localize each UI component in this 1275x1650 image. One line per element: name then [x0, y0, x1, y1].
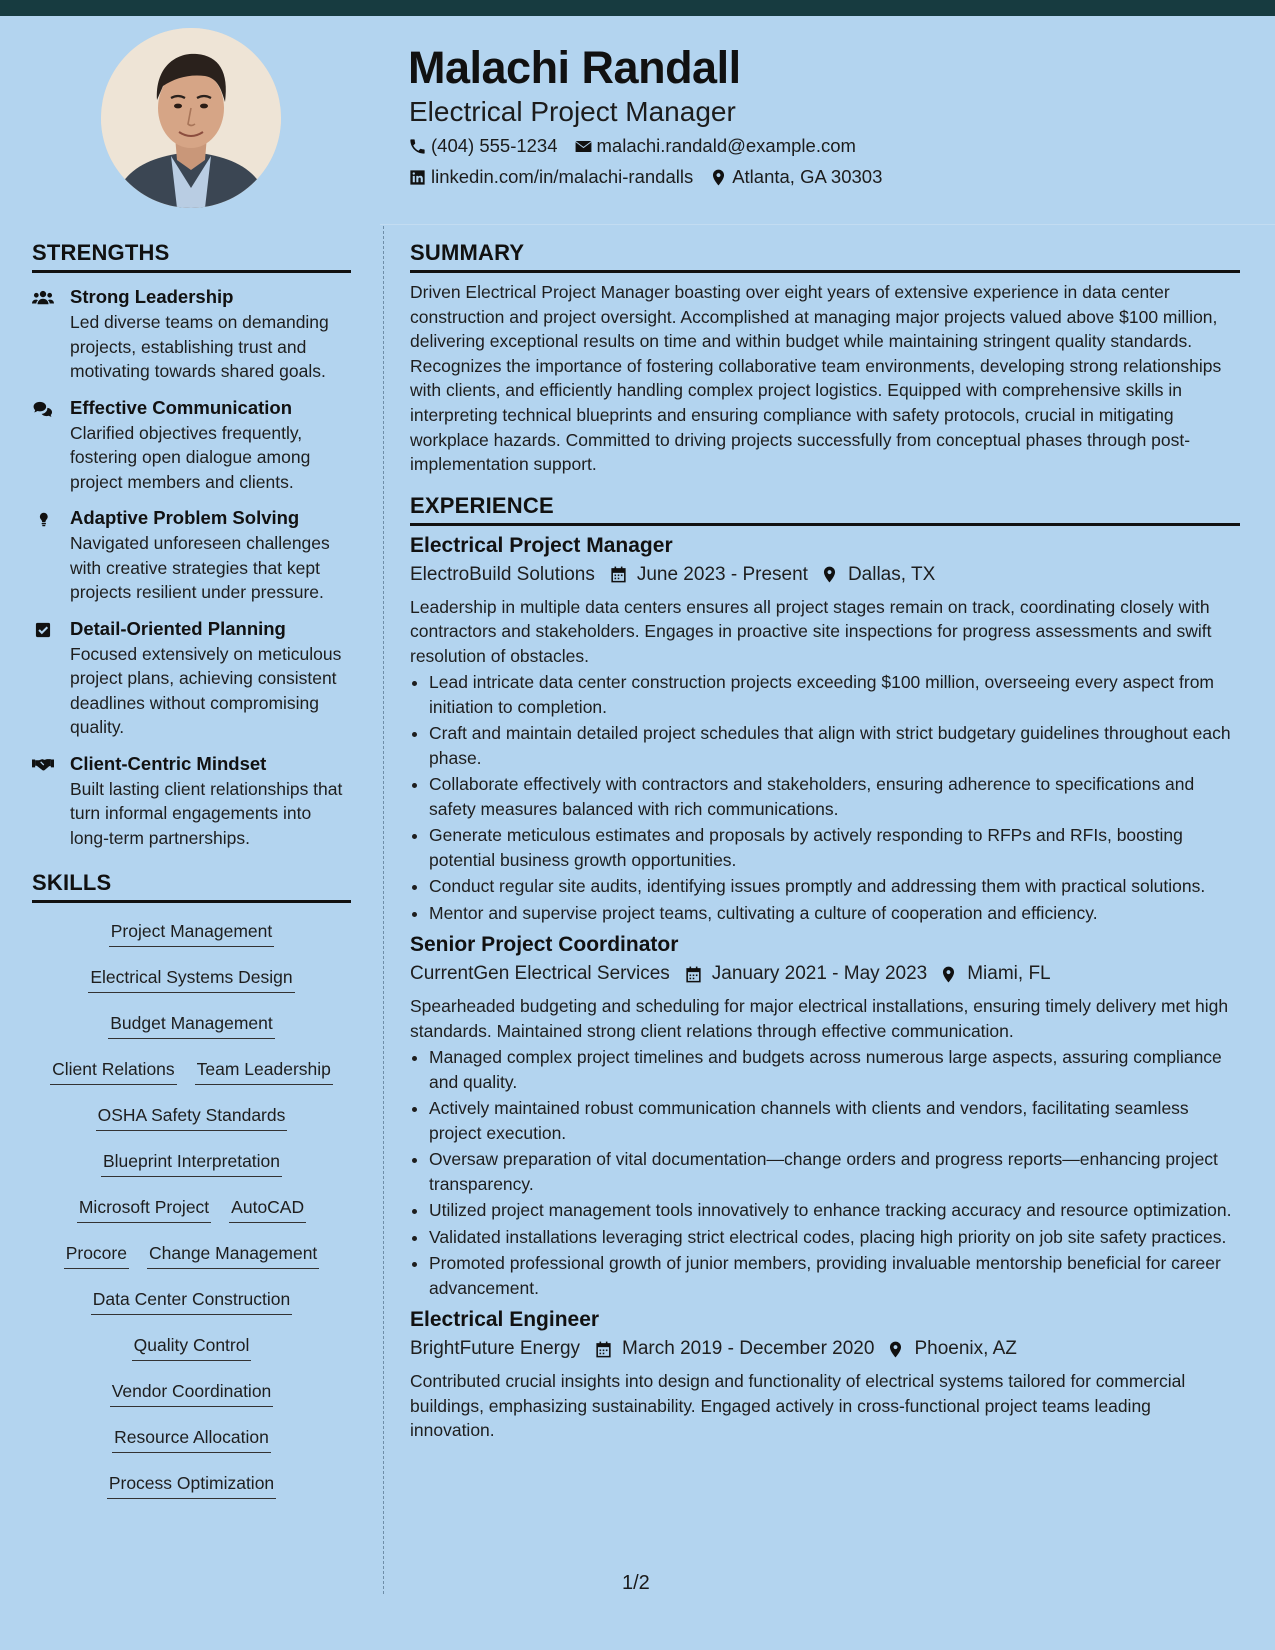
- job-company: CurrentGen Electrical Services: [410, 963, 670, 985]
- strength-title: Detail-Oriented Planning: [70, 617, 286, 639]
- job-description: Leadership in multiple data centers ensures all project stages remain on track, coordinating closely with contractors and stakeholders. Engages in proactive site inspections for progress assessments and swift resolution of obstacles.: [410, 596, 1212, 666]
- contact-row-1: [408, 135, 872, 157]
- map-pin-icon: [939, 965, 958, 984]
- job-title: Senior Project Coordinator: [410, 933, 679, 957]
- skill-tag: Microsoft Project: [77, 1197, 211, 1223]
- strength-item: [32, 286, 351, 384]
- bullet-item: • Conduct regular site audits, identifying issues promptly and addressing them with practical solutions.: [429, 874, 1240, 899]
- skill-tag: Team Leadership: [195, 1059, 333, 1085]
- handshake-icon: [32, 756, 54, 774]
- bullet-item: • Craft and maintain detailed project schedules that align with strict budgetary guidelines throughout each phase.: [429, 721, 1240, 770]
- map-pin-icon: [709, 168, 728, 187]
- skill-tag: Resource Allocation: [112, 1427, 271, 1453]
- bullet-item: • Utilized project management tools innovatively to enhance tracking accuracy and resource optimization.: [429, 1198, 1240, 1223]
- calendar-icon: [609, 565, 628, 584]
- bullet-item: • Generate meticulous estimates and proposals by actively responding to RFPs and RFIs, boosting potential business growth opportunities.: [429, 823, 1240, 872]
- strength-item: [32, 618, 351, 740]
- strength-desc: Led diverse teams on demanding projects, establishing trust and motivating towards shared goals.: [70, 312, 329, 381]
- strength-item: [32, 507, 351, 605]
- comments-icon: [32, 400, 54, 418]
- right-column: [410, 240, 1240, 1443]
- contact-row-2: [408, 166, 898, 188]
- job-bullets: [410, 670, 1240, 925]
- skill-tag: Procore: [64, 1243, 129, 1269]
- strength-desc: Clarified objectives frequently, fostering open dialogue among project members and clients.: [70, 422, 311, 492]
- bullet-item: • Oversaw preparation of vital documentation—change orders and progress reports—enhancing project transparency.: [429, 1147, 1240, 1196]
- job-title: Electrical Project Manager: [410, 533, 673, 557]
- phone-icon: [408, 137, 427, 156]
- profile-photo: [101, 28, 281, 208]
- skill-tag: AutoCAD: [229, 1197, 306, 1223]
- strength-title: Effective Communication: [70, 396, 293, 418]
- map-pin-icon: [886, 1340, 905, 1359]
- users-icon: [32, 289, 54, 307]
- calendar-icon: [594, 1340, 613, 1359]
- strength-desc: Built lasting client relationships that turn informal engagements into long-term partnerships.: [70, 778, 343, 848]
- strength-desc: Focused extensively on meticulous project plans, achieving consistent deadlines without compromising quality.: [70, 643, 342, 737]
- linkedin-item[interactable]: [408, 166, 693, 188]
- experience-heading: EXPERIENCE: [410, 493, 1240, 526]
- bullet-item: • Managed complex project timelines and budgets across numerous large aspects, assuring compliance and quality.: [429, 1045, 1240, 1094]
- email-item[interactable]: [574, 135, 856, 157]
- lightbulb-icon: [32, 510, 54, 528]
- check-square-icon: [32, 621, 54, 639]
- job-dates: January 2021 - May 2023: [711, 963, 928, 985]
- bullet-item: • Lead intricate data center construction projects exceeding $100 million, overseeing every aspect from initiation to completion.: [429, 670, 1240, 719]
- job-company: BrightFuture Energy: [410, 1338, 581, 1360]
- summary-heading: SUMMARY: [410, 240, 1240, 273]
- job-location: Dallas, TX: [847, 563, 936, 585]
- skill-tag: Budget Management: [108, 1013, 274, 1039]
- job-location: Phoenix, AZ: [914, 1338, 1017, 1360]
- strengths-list: [32, 286, 351, 850]
- bullet-item: • Actively maintained robust communication channels with clients and vendors, facilitating seamless project execution.: [429, 1096, 1240, 1145]
- skill-tag: Project Management: [109, 921, 274, 947]
- job-dates: June 2023 - Present: [636, 563, 808, 585]
- envelope-icon: [574, 137, 593, 156]
- location-text: Atlanta, GA 30303: [732, 166, 883, 187]
- bullet-item: • Validated installations leveraging strict electrical codes, placing high priority on job site safety practices.: [429, 1225, 1240, 1250]
- strength-desc: Navigated unforeseen challenges with creative strategies that kept projects resilient under pressure.: [70, 533, 330, 602]
- map-pin-icon: [820, 565, 839, 584]
- page-number: 1/2: [622, 1572, 650, 1594]
- skills-list: [32, 911, 351, 1509]
- job-meta: [410, 1338, 1240, 1360]
- skills-section: [32, 870, 351, 1509]
- skill-tag: Blueprint Interpretation: [101, 1151, 282, 1177]
- job-company: ElectroBuild Solutions: [410, 563, 595, 585]
- skill-tag: Vendor Coordination: [110, 1381, 274, 1407]
- job-entry: [410, 534, 1240, 926]
- skill-tag: Electrical Systems Design: [88, 967, 294, 993]
- job-entry: [410, 933, 1240, 1300]
- linkedin-text[interactable]: linkedin.com/in/malachi-randalls: [431, 166, 694, 187]
- calendar-icon: [684, 965, 703, 984]
- top-bar: [0, 0, 1275, 16]
- skill-tag: Process Optimization: [107, 1473, 276, 1499]
- skills-heading: SKILLS: [32, 870, 351, 903]
- strength-title: Adaptive Problem Solving: [70, 507, 300, 528]
- bullet-item: • Promoted professional growth of junior members, providing invaluable mentorship beneficial for career advancement.: [429, 1251, 1240, 1300]
- strengths-heading: STRENGTHS: [32, 240, 351, 273]
- candidate-name: Malachi Randall: [408, 42, 741, 93]
- linkedin-icon: [408, 168, 427, 187]
- skill-tag: Client Relations: [50, 1059, 177, 1085]
- summary-text: Driven Electrical Project Manager boasting over eight years of extensive experience in data center construction and project oversight. Accomplished at managing major projects valued above $100 million, delivering exceptional results on time and within budget while maintaining stringent quality standards. Recognizes the importance of fostering collaborative team environments, developing strong relationships with clients, and efficiently handling complex project logistics. Equipped with comprehensive skills in interpreting technical blueprints and ensuring compliance with safety protocols, crucial in mitigating workplace hazards. Committed to driving projects successfully from conceptual phases through post-implementation support.: [410, 282, 1222, 475]
- job-title: Electrical Engineer: [410, 1308, 600, 1332]
- skill-tag: OSHA Safety Standards: [96, 1105, 288, 1131]
- job-description: Spearheaded budgeting and scheduling for major electrical installations, ensuring timely delivery met high standards. Maintained strong client relations through effective communication.: [410, 996, 1229, 1041]
- job-bullets: [410, 1045, 1240, 1300]
- skill-tag: Quality Control: [132, 1335, 252, 1361]
- strength-title: Strong Leadership: [70, 286, 234, 307]
- left-column: [32, 240, 351, 1509]
- strength-item: [32, 753, 351, 851]
- candidate-title: Electrical Project Manager: [409, 96, 736, 127]
- location-item: [709, 166, 882, 188]
- phone-text: (404) 555-1234: [431, 135, 558, 156]
- column-divider: [383, 226, 384, 1594]
- skill-tag: Change Management: [147, 1243, 319, 1269]
- job-description: Contributed crucial insights into design and functionality of electrical systems tailored for commercial buildings, emphasizing sustainability. Engaged actively in cross-functional project teams leading innovation.: [410, 1371, 1186, 1441]
- email-text[interactable]: malachi.randald@example.com: [596, 135, 856, 156]
- avatar-illustration: [101, 28, 281, 208]
- job-meta: [410, 564, 1240, 586]
- job-location: Miami, FL: [967, 963, 1051, 985]
- job-entry: [410, 1308, 1240, 1443]
- phone-item: [408, 135, 558, 157]
- strength-item: [32, 397, 351, 495]
- skill-tag: Data Center Construction: [91, 1289, 292, 1315]
- strength-title: Client-Centric Mindset: [70, 752, 267, 774]
- job-dates: March 2019 - December 2020: [622, 1338, 875, 1360]
- job-meta: [410, 963, 1240, 985]
- header-divider: [380, 224, 1275, 225]
- bullet-item: • Mentor and supervise project teams, cultivating a culture of cooperation and efficiency.: [429, 901, 1240, 926]
- bullet-item: • Collaborate effectively with contractors and stakeholders, ensuring adherence to specifications and safety measures balanced with rich communications.: [429, 772, 1240, 821]
